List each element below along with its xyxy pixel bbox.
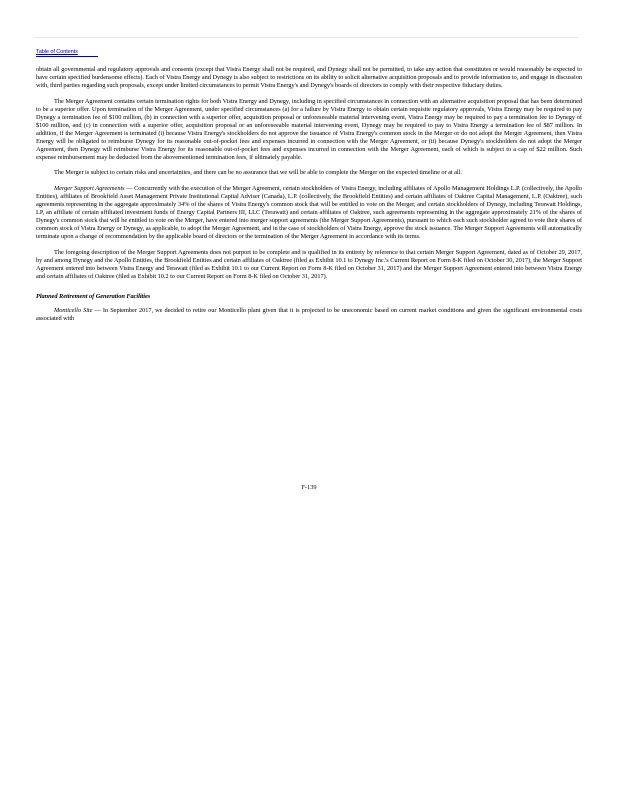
paragraph-text: — Concurrently with the execution of the Merger Agreement, certain stockholders of Vistra Energy, including affiliates of Apollo Management Holdings L.P. (collectively, the Apollo Entities), affiliates of Brookfield Asset Management Private Institutional Capital Adviser (Canada), L.P. (collectively, the Brookfield Entities) and certain affiliates of Oaktree Capital Management, L.P. (Oaktree), such agreements representing in the aggregate approximately 34% of the shares of Vistra Energy's common stock that will be entitled to vote on the Merger, and certain stockholders of Dynegy, including Terawatt Holdings, LP, an affiliate of certain affiliated investment funds of Energy Capital Partners III, LLC (Terawatt) and certain affiliates of Oaktree, such agreements representing in the aggregate approximately 21% of the shares of Dynegy's common stock that will be entitled to vote on the Merger, have entered into merger support agreements (the Merger Support Agreements), pursuant to which each such stockholder agreed to vote their shares of common stock of Vistra Energy or Dynegy, as applicable, to adopt the Merger Agreement, and in the case of stockholders of Vistra Energy, approve the stock issuance. The Merger Support Agreements will automatically terminate upon a change of recommendation by the applicable board of directors or the termination of the Merger Agreement in accordance with its terms. [36, 185, 582, 241]
paragraph-merger-risks: The Merger is subject to certain risks and uncertainties, and there can be no assurance that we will be able to complete the Merger on the expected timeline or at all. [54, 169, 462, 177]
body-text [36, 66, 582, 331]
toc-underline [36, 56, 98, 57]
section-heading: Planned Retirement of Generation Facilities [36, 292, 151, 300]
header-divider [34, 37, 579, 38]
run-in-heading: Merger Support Agreements [54, 185, 125, 193]
paragraph-foregoing-description: The foregoing description of the Merger Support Agreements does not purport to be complete and is qualified in its entirety by reference to that certain Merger Support Agreement, dated as of October 29, 2017, by and among Dynegy and the Apollo Entities, the Brookfield Entities and certain affiliates of Oaktree (filed as Exhibit 10.1 to Dynegy Inc.'s Current Report on Form 8-K filed on October 30, 2017), the Merger Support Agreement entered into between Vistra Energy and Terawatt (filed as Exhibit 10.1 to our Current Report on Form 8-K filed on October 31, 2017) and the Merger Support Agreement entered into between Vistra Energy and certain affiliates of Oaktree (filed as Exhibit 10.2 to our Current Report on Form 8-K filed on October 31, 2017). [36, 249, 582, 280]
table-of-contents-link[interactable]: Table of Contents [36, 49, 78, 55]
paragraph-merger-support-agreements [36, 185, 582, 241]
page-number: F-139 [301, 484, 317, 491]
paragraph-monticello-site [36, 307, 582, 323]
paragraph-text: — In September 2017, we decided to retire our Monticello plant given that it is projected to be uneconomic based on current market conditions and given the significant environmental costs associated with [36, 306, 582, 322]
paragraph-termination-rights: The Merger Agreement contains certain termination rights for both Vistra Energy and Dynegy, including in specified circumstances in connection with an alternative acquisition proposal that has been determined to be a superior offer. Upon termination of the Merger Agreement, under specified circumstances (a) for a failure by Vistra Energy to obtain certain requisite regulatory approvals, Vistra Energy may be required to pay Dynegy a termination fee of $100 million, (b) in connection with a superior offer, acquisition proposal or unforeseeable material intervening event, Vistra Energy may be required to pay a termination fee to Dynegy of $100 million, and (c) in connection with a superior offer, acquisition proposal or an unforeseeable material intervening event, Dynegy may be required to pay to Vistra Energy a termination fee of $87 million. In addition, if the Merger Agreement is terminated (i) because Vistra Energy's stockholders do not approve the issuance of Vistra Energy's common stock in the Merger or do not adopt the Merger Agreement, then Vistra Energy will be obligated to reimburse Dynegy for its reasonable out-of-pocket fees and expenses incurred in connection with the Merger Agreement, or (ii) because Dynegy's stockholders do not adopt the Merger Agreement, then Dynegy will reimburse Vistra Energy for its reasonable out-of-pocket fees and expenses incurred in connection with the Merger Agreement, each of which is subject to a cap of $22 million. Such expense reimbursement may be deducted from the abovementioned termination fees, if ultimately payable. [36, 97, 582, 161]
run-in-heading: Monticello Site [54, 306, 93, 314]
paragraph-regulatory-approvals: obtain all governmental and regulatory approvals and consents (except that Vistra Energy shall not be required, and Dynegy shall not be permitted, to take any action that constitutes or would reasonably be expected to have certain specified burdensome effects). Each of Vistra Energy and Dynegy is also subject to restrictions on its ability to solicit alternative acquisition proposals and to provide information to, and engage in discussion with, third parties regarding such proposals, except under limited circumstances to permit Vistra Energy's and Dynegy's boards of directors to comply with their respective fiduciary duties. [36, 66, 582, 89]
